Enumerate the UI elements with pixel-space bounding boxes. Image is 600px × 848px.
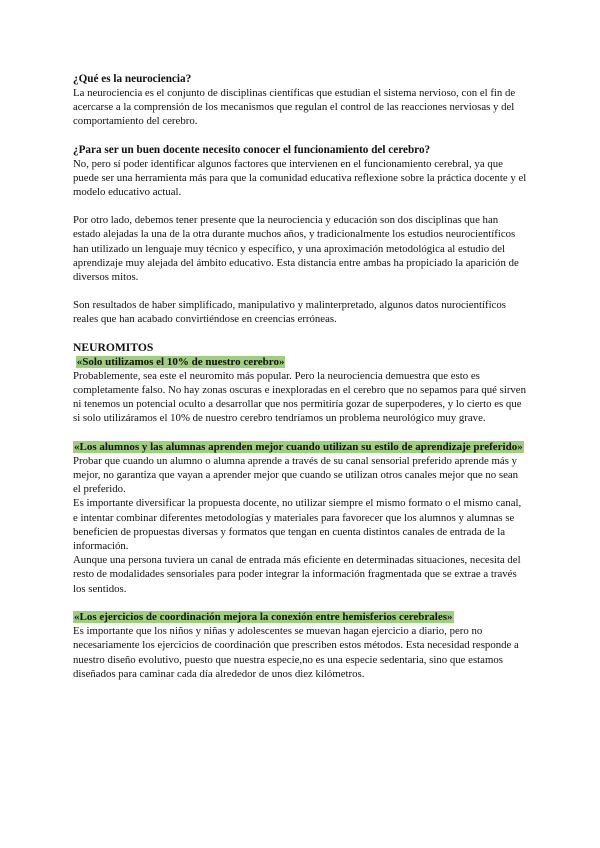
section-heading-neurociencia: ¿Qué es la neurociencia?	[73, 73, 192, 85]
myth-3-label: «Los ejercicios de coordinación mejora la conexión entre hemisferios cerebrales»	[74, 610, 453, 623]
section-body-neurociencia: La neurociencia es el conjunto de disciplinas científicas que estudian el sistema nervioso, con el fin de acercarse a la comprensión de los mecanismos que regulan el control de las reacciones nerviosas y del comportamiento del cerebro.	[73, 87, 516, 128]
paragraph-resultados: Son resultados de haber simplificado, manipulativo y malinterpretado, algunos datos nurocientíficos reales que han acabado convirtiéndose en creencias erróneas.	[73, 299, 506, 326]
myth-2-text: Probar que cuando un alumno o alumna aprende a través de su canal sensorial preferido aprende más y mejor, no garantiza que vayan a aprender mejor que cuando se utilizan otros canales mejor que no sean el preferido.	[73, 454, 519, 496]
myth-2-text-2: Es importante diversificar la propuesta docente, no utilizar siempre el mismo formato o el mismo canal, e intentar combinar diferentes metodologías y materiales para favorecer que los alumnos y alumnas se beneficien de propuestas diversas y formatos que tengan en cuenta distintos canales de entrada de la información.	[73, 497, 522, 553]
section-heading-docente: ¿Para ser un buen docente necesito conocer el funcionamiento del cerebro?	[73, 143, 431, 156]
myth-2-text-3: Aunque una persona tuviera un canal de entrada más eficiente en determinadas situaciones, necesita del resto de modalidades sensoriales para poder integrar la información fragmentada que se extrae a través los sentidos.	[73, 554, 521, 595]
myth-1-text: Probablemente, sea este el neuromito más popular. Pero la neurociencia demuestra que esto es completamente falso. No hay zonas oscuras e inexploradas en el cerebro que no sepamos para qué sirven ni tenemos un potencial oculto a desarrollar que nos permitiría gozar de superpoderes, y lo cierto es que si solo utilizáramos el 10% de nuestro cerebro tendríamos un problema neurológico muy grave.	[73, 369, 526, 425]
section-body-docente: No, pero sí poder identificar algunos factores que intervienen en el funcionamiento cerebral, ya que puede ser una herramienta más para que la comunidad educativa reflexione sobre la práctica docente y el modelo educativo actual.	[73, 157, 527, 199]
myth-2-label: «Los alumnos y las alumnas aprenden mejor cuando utilizan su estilo de aprendizaje preferido»	[74, 440, 523, 453]
myth-3-label-line	[73, 610, 528, 624]
neuromitos-title: NEUROMITOS	[73, 340, 154, 354]
myth-1-label: «Solo utilizamos el 10% de nuestro cerebro»	[76, 355, 285, 368]
paragraph-otro-lado: Por otro lado, debemos tener presente que la neurociencia y educación son dos disciplinas que han estado alejadas la una de la otra durante muchos años, y tradicionalmente los estudios neurocientíficos han utilizado un lenguaje muy técnico y específico, y una aproximación metodológica al estudio del aprendizaje muy alejada del ámbito educativo. Esta distancia entre ambas ha propiciado la aparición de diversos mitos.	[73, 214, 519, 284]
myth-2-label-line	[73, 440, 528, 454]
myth-1-label-line	[73, 355, 528, 369]
myth-3-text: Es importante que los niños y niñas y adolescentes se muevan hagan ejercicio a diario, pero no necesariamente los ejercicios de coordinación que prescriben estos métodos. Esta necesidad responde a nuestro diseño evolutivo, puesto que nuestra especie,no es una especie sedentaria, sino que estamos diseñados para caminar cada día alrededor de unos diez kilómetros.	[73, 625, 519, 680]
document-content	[73, 72, 528, 681]
